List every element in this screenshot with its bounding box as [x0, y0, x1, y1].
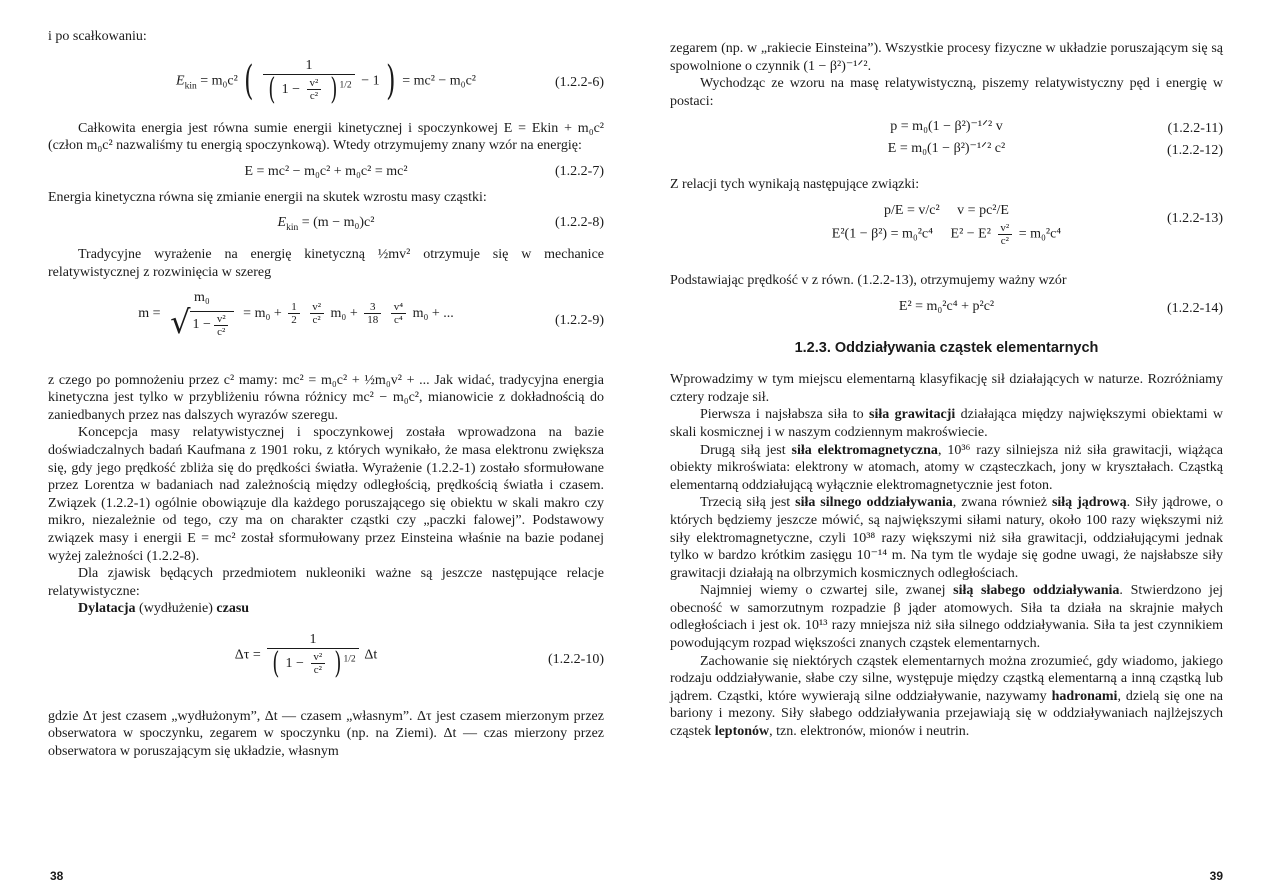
- strong-force-paragraph: Trzecią siłą jest siła silnego oddziaływania, zwana również siłą jądrową. Siły jądrowe, o których będziemy jeszcze mówić, są największymi siłami natury, około 100 razy większymi niż siły elektromagnetyczne, czyli 10³⁸ razy większymi niż siła grawitacji, oddziałującymi jednak tylko w bardzo krótkim zasięgu 10⁻¹⁴ m. Na tym tle wydaje się godne uwagi, że najsłabsze siły grawitacji działają na olbrzymich kosmicznych odległościach.: [670, 495, 1224, 581]
- eq6-paren-close: ): [386, 58, 396, 105]
- eq13-line2b: = m₀²c⁴: [1018, 226, 1062, 242]
- eq7-body: E = mc² − m₀c² + m₀c² = mc²: [244, 163, 408, 179]
- equation-1.2.2-11: [670, 118, 1223, 140]
- eq6-rhs: = mc² − m₀c²: [402, 73, 476, 89]
- eq10-lhs: Δτ =: [234, 647, 261, 663]
- where-paragraph: gdzie Δτ jest czasem „wydłużonym”, Δt — czasem „własnym”. Δτ jest czasem mierzonym przez obserwatora w spoczynku, zegarem w spoczynku (np. na Ziemi). Δt — czas mierzony przez obserwatora w poruszającym się układzie, własnym: [48, 708, 604, 760]
- equation-1.2.2-13: [670, 202, 1223, 264]
- eq8-lhs: E: [277, 215, 287, 231]
- eq14-number: (1.2.2-14): [1167, 300, 1223, 316]
- intro-text: i po scałkowaniu:: [48, 29, 147, 44]
- eq13-fraction: $\frac{\text{v²}}{\text{c²}}$: [997, 222, 1012, 247]
- eq6-number: (1.2.2-6): [555, 74, 604, 90]
- page-number-right: 39: [1209, 869, 1223, 883]
- eq6-paren-open: (: [244, 58, 254, 105]
- eq6-denominator: ( 1 − $\frac{\text{v²}}{\text{c²}}$ ) $^{1/2}$: [263, 74, 354, 105]
- equation-1.2.2-10: [48, 632, 604, 688]
- eq11-number: (1.2.2-11): [1167, 121, 1223, 137]
- clock-paragraph: zegarem (np. w „rakiecie Einsteina”). Wszystkie procesy fizyczne w układzie poruszającym się są spowolnione o czynnik (1 − β²)⁻¹ᐟ².: [670, 41, 1223, 74]
- section-heading: 1.2.3. Oddziaływania cząstek elementarnych: [794, 339, 1099, 356]
- eq10-rhs: Δt: [364, 647, 378, 663]
- eq9-m: m =: [138, 305, 161, 321]
- eq10-fraction: 1 ( 1 − $\frac{\text{v²}}{\text{c²}}$ ) $^{1/2}$: [267, 632, 358, 679]
- dilation-label: Dylatacja (wydłużenie) czasu: [78, 601, 250, 617]
- eq8-lhs-sub: kin: [286, 223, 299, 234]
- eq6-lhs-sub: kin: [184, 81, 197, 92]
- eq6-numerator: 1: [305, 57, 313, 73]
- eq9-fraction-main: m₀ √ 1 − $\frac{\text{v²}}{\text{c²}}$: [167, 290, 237, 338]
- eq12-body: E = m₀(1 − β²)⁻¹ᐟ² c²: [887, 141, 1006, 157]
- eq14-body: E² = m₀²c⁴ + p²c²: [898, 298, 995, 314]
- kinetic-energy-paragraph: Energia kinetyczna równa się zmianie energii na skutek wzrostu masy cząstki:: [48, 189, 487, 205]
- page-right: [632, 0, 1263, 893]
- right-column: [670, 40, 1223, 741]
- eq9-rhs1: = m₀ +: [243, 305, 282, 321]
- left-column: [48, 28, 604, 761]
- from-which-paragraph: z czego po pomnożeniu przez c² mamy: mc² = m₀c² + ½m₀v² + ... Jak widać, tradycyjna energia kinetyczna jest tylko w przybliżeniu równa różnicy mc² − m₀c², mianowicie z dokładnością do zaniedbanych przez nas dalszych wyrazów szeregu.: [48, 372, 604, 423]
- electromagnetic-paragraph: Drugą siłą jest siła elektromagnetyczna, 10³⁶ razy silniejsza niż siła grawitacji, wiążąca obiekty mikroświata: elektrony w atomach, atomy w cząsteczkach, jony w kryształach. Cząstką elementarną oddziałującą wyłącznie elektromagnetycznie jest foton.: [670, 442, 1224, 493]
- eq13-line1: p/E = v/c² v = pc²/E: [884, 202, 1009, 218]
- concept-paragraph: Koncepcja masy relatywistycznej i spoczynkowej została wprowadzona na bazie doświadczalnych badań Kaufmana z 1901 roku, z których wynikało, że masa elektronu zwiększa się, gdy jego prędkość zbliża się do prędkości światła. Wyrażenie (1.2.2-1) zostało sformułowane przez Lorentza w badaniach nad zależnością między odległością, prędkością światła i czasem. Związek (1.2.2-1) ogólnie obowiązuje dla każdego poruszającego się obiektu w skali makro czy mikro, niezależnie od tego, czy ma on charakter cząstki czy „paczki falowej”. Podstawowy związek masy i energii E = mc² został sformułowany przez Einsteina właśnie na bazie podanej wyżej zależności (1.2.2-8).: [48, 425, 604, 564]
- phenomena-paragraph: Dla zjawisk będących przedmiotem nukleoniki ważne są jeszcze następujące relacje relatywistyczne:: [48, 566, 604, 599]
- eq6-fraction: [263, 58, 354, 105]
- equation-1.2.2-12: [670, 140, 1223, 162]
- eq9-rhs2: m₀ +: [330, 305, 358, 321]
- eq9-frac-3-18: $\frac{3}{18}$: [364, 301, 381, 326]
- equation-1.2.2-8: [48, 214, 604, 232]
- total-energy-paragraph: Całkowita energia jest równa sumie energii kinetycznej i spoczynkowej E = Ekin + m₀c² (człon m₀c² nazwaliśmy tu energią spoczynkową). Wtedy otrzymujemy znany wzór na energię:: [48, 120, 604, 154]
- eq9-number: (1.2.2-9): [555, 312, 604, 328]
- eq9-frac-v4c4: $\frac{\text{v⁴}}{\text{c⁴}}$: [391, 301, 406, 326]
- eq13-number: (1.2.2-13): [1167, 210, 1223, 226]
- equation-1.2.2-14: [670, 298, 1223, 320]
- eq8-rhs: = (m − m₀)c²: [301, 215, 375, 231]
- page-number-left: 38: [50, 869, 64, 883]
- gravity-paragraph: Pierwsza i najsłabsza siła to siła grawitacji działająca między największymi obiektami w skali kosmicznej i w naszym codziennym makroświecie.: [670, 407, 1224, 440]
- momentum-paragraph: Wychodząc ze wzoru na masę relatywistyczną, piszemy relatywistyczny pęd i energię w postaci:: [670, 76, 1223, 109]
- eq6-lhs: E: [176, 73, 185, 89]
- equation-1.2.2-6: [48, 54, 604, 112]
- eq9-rhs3: m₀ + ...: [412, 305, 454, 321]
- eq13-line2a: E²(1 − β²) = m₀²c⁴ E² − E²: [831, 226, 991, 242]
- eq8-number: (1.2.2-8): [555, 215, 604, 231]
- hadrons-paragraph: Zachowanie się niektórych cząstek elementarnych można zrozumieć, gdy wiadomo, jakiego rodzaju oddziaływanie, słabe czy silne, występuje między cząstką elementarną a inną cząstką lub jądrem. Cząstki, które wywierają silne oddziaływanie, nazywamy hadronami, dzielą się one na bariony i mezony. Siły słabego oddziaływania przejawiają się w oddziaływaniach najlżejszych cząstek leptonów, tzn. elektronów, mionów i neutrin.: [670, 653, 1223, 740]
- eq11-body: p = m₀(1 − β²)⁻¹ᐟ² v: [890, 119, 1003, 135]
- traditional-paragraph: Tradycyjne wyrażenie na energię kinetyczną ½mv² otrzymuje się w mechanice relatywistycznej z rozwinięcia w szereg: [48, 247, 604, 280]
- substitution-paragraph: Podstawiając prędkość v z równ. (1.2.2-13), otrzymujemy ważny wzór: [670, 272, 1067, 288]
- eq6-m0c2: = m₀c²: [200, 73, 238, 89]
- eq9-frac-half: $\frac{1}{2}$: [288, 301, 300, 326]
- eq10-number: (1.2.2-10): [548, 652, 604, 668]
- weak-force-paragraph: Najmniej wiemy o czwartej sile, zwanej siłą słabego oddziaływania. Stwierdzono jej obecność w samorzutnym rozpadzie β jąder atomowych. Siła ta działa na skrajnie małych odległościach i jest ok. 10¹³ razy mniejsza niż siła silnego oddziaływania. Siła ta jest czynnikiem powodującym rozpad większości znanych cząstek elementarnych.: [670, 583, 1224, 652]
- equation-1.2.2-9: [48, 290, 604, 352]
- introduce-paragraph: Wprowadzimy w tym miejscu elementarną klasyfikację sił działających w naturze. Rozróżniamy cztery rodzaje sił.: [670, 372, 1223, 405]
- eq12-number: (1.2.2-12): [1167, 143, 1223, 159]
- eq6-minus-one: − 1: [361, 73, 380, 89]
- eq9-frac-v2c2: $\frac{\text{v²}}{\text{c²}}$: [309, 301, 324, 326]
- relations-paragraph: Z relacji tych wynikają następujące związki:: [670, 177, 920, 193]
- equation-1.2.2-7: [48, 163, 604, 181]
- eq7-number: (1.2.2-7): [555, 163, 604, 179]
